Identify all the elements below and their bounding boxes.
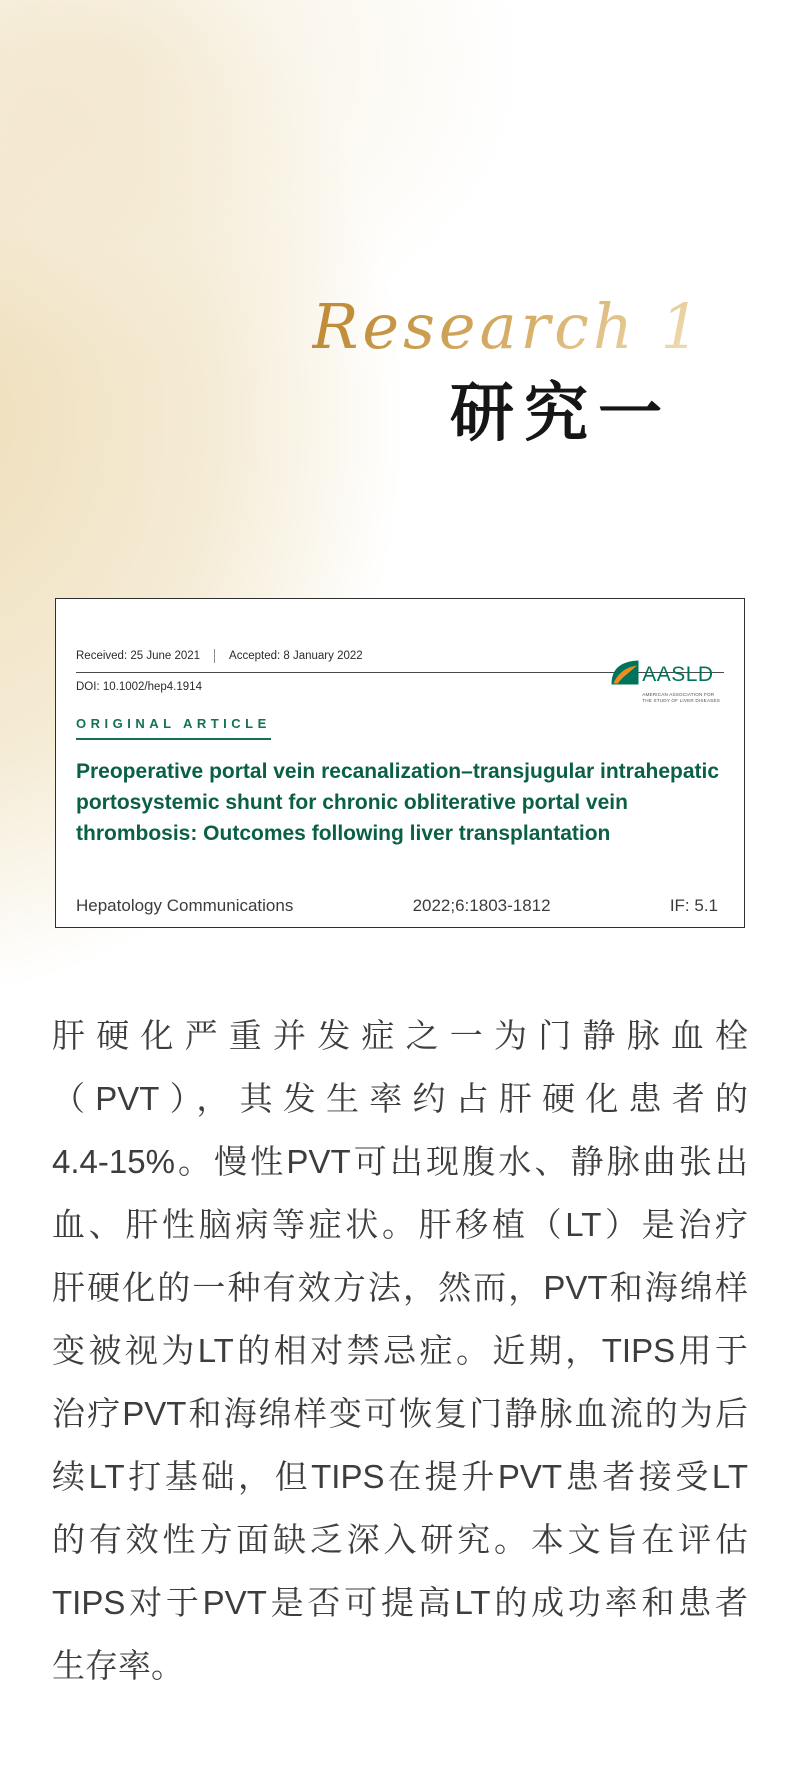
body-line: 治疗PVT和海绵样变可恢复门静脉血流的为后 <box>52 1395 748 1432</box>
research-cn-title: 研究一 <box>450 376 672 451</box>
research-script-title: Research 1 <box>311 290 704 363</box>
received-date: Received: 25 June 2021 <box>76 650 201 662</box>
aasld-logo-icon <box>610 659 640 691</box>
article-card <box>55 598 745 928</box>
original-article-label: ORIGINAL ARTICLE <box>76 716 271 740</box>
aasld-subtext-line1: AMERICAN ASSOCIATION FOR <box>642 692 715 697</box>
paper-title: Preoperative portal vein recanalization–transjugular intrahepatic portosystemic shunt for chronic obliterative portal vein thrombosis: Outcomes following liver transplantation <box>76 760 720 845</box>
journal-name: Hepatology Communications <box>76 896 294 915</box>
doi-text: DOI: 10.1002/hep4.1914 <box>76 681 202 693</box>
impact-factor: IF: 5.1 <box>669 896 718 915</box>
body-line: 生存率。 <box>52 1647 184 1684</box>
aasld-subtext <box>642 692 720 703</box>
aasld-logo <box>610 659 720 703</box>
journal-citation: 2022;6:1803-1812 <box>412 896 551 915</box>
body-line: TIPS对于PVT是否可提高LT的成功率和患者 <box>52 1584 748 1621</box>
body-line: 续LT打基础，但TIPS在提升PVT患者接受LT <box>52 1458 748 1495</box>
aasld-subtext-line2: THE STUDY OF LIVER DISEASES <box>642 697 720 703</box>
body-line: 血、肝性脑病等症状。肝移植（LT）是治疗 <box>52 1206 748 1243</box>
body-line: 4.4-15%。慢性PVT可出现腹水、静脉曲张出 <box>52 1143 748 1180</box>
body-line: 肝硬化的一种有效方法，然而，PVT和海绵样 <box>52 1269 748 1306</box>
body-line: 的有效性方面缺乏深入研究。本文旨在评估 <box>52 1521 748 1558</box>
meta-divider <box>214 649 215 663</box>
journal-info-row <box>76 896 718 916</box>
aasld-wordmark: AASLD <box>642 663 714 686</box>
summary-paragraph <box>52 1004 748 1697</box>
body-line: （PVT），其发生率约占肝硬化患者的 <box>52 1080 748 1117</box>
accepted-date: Accepted: 8 January 2022 <box>229 650 363 662</box>
body-line: 变被视为LT的相对禁忌症。近期，TIPS用于 <box>52 1332 748 1369</box>
body-line: 肝硬化严重并发症之一为门静脉血栓 <box>52 1017 748 1054</box>
aasld-logo-top <box>610 659 720 691</box>
section-label-wrap <box>76 715 724 740</box>
